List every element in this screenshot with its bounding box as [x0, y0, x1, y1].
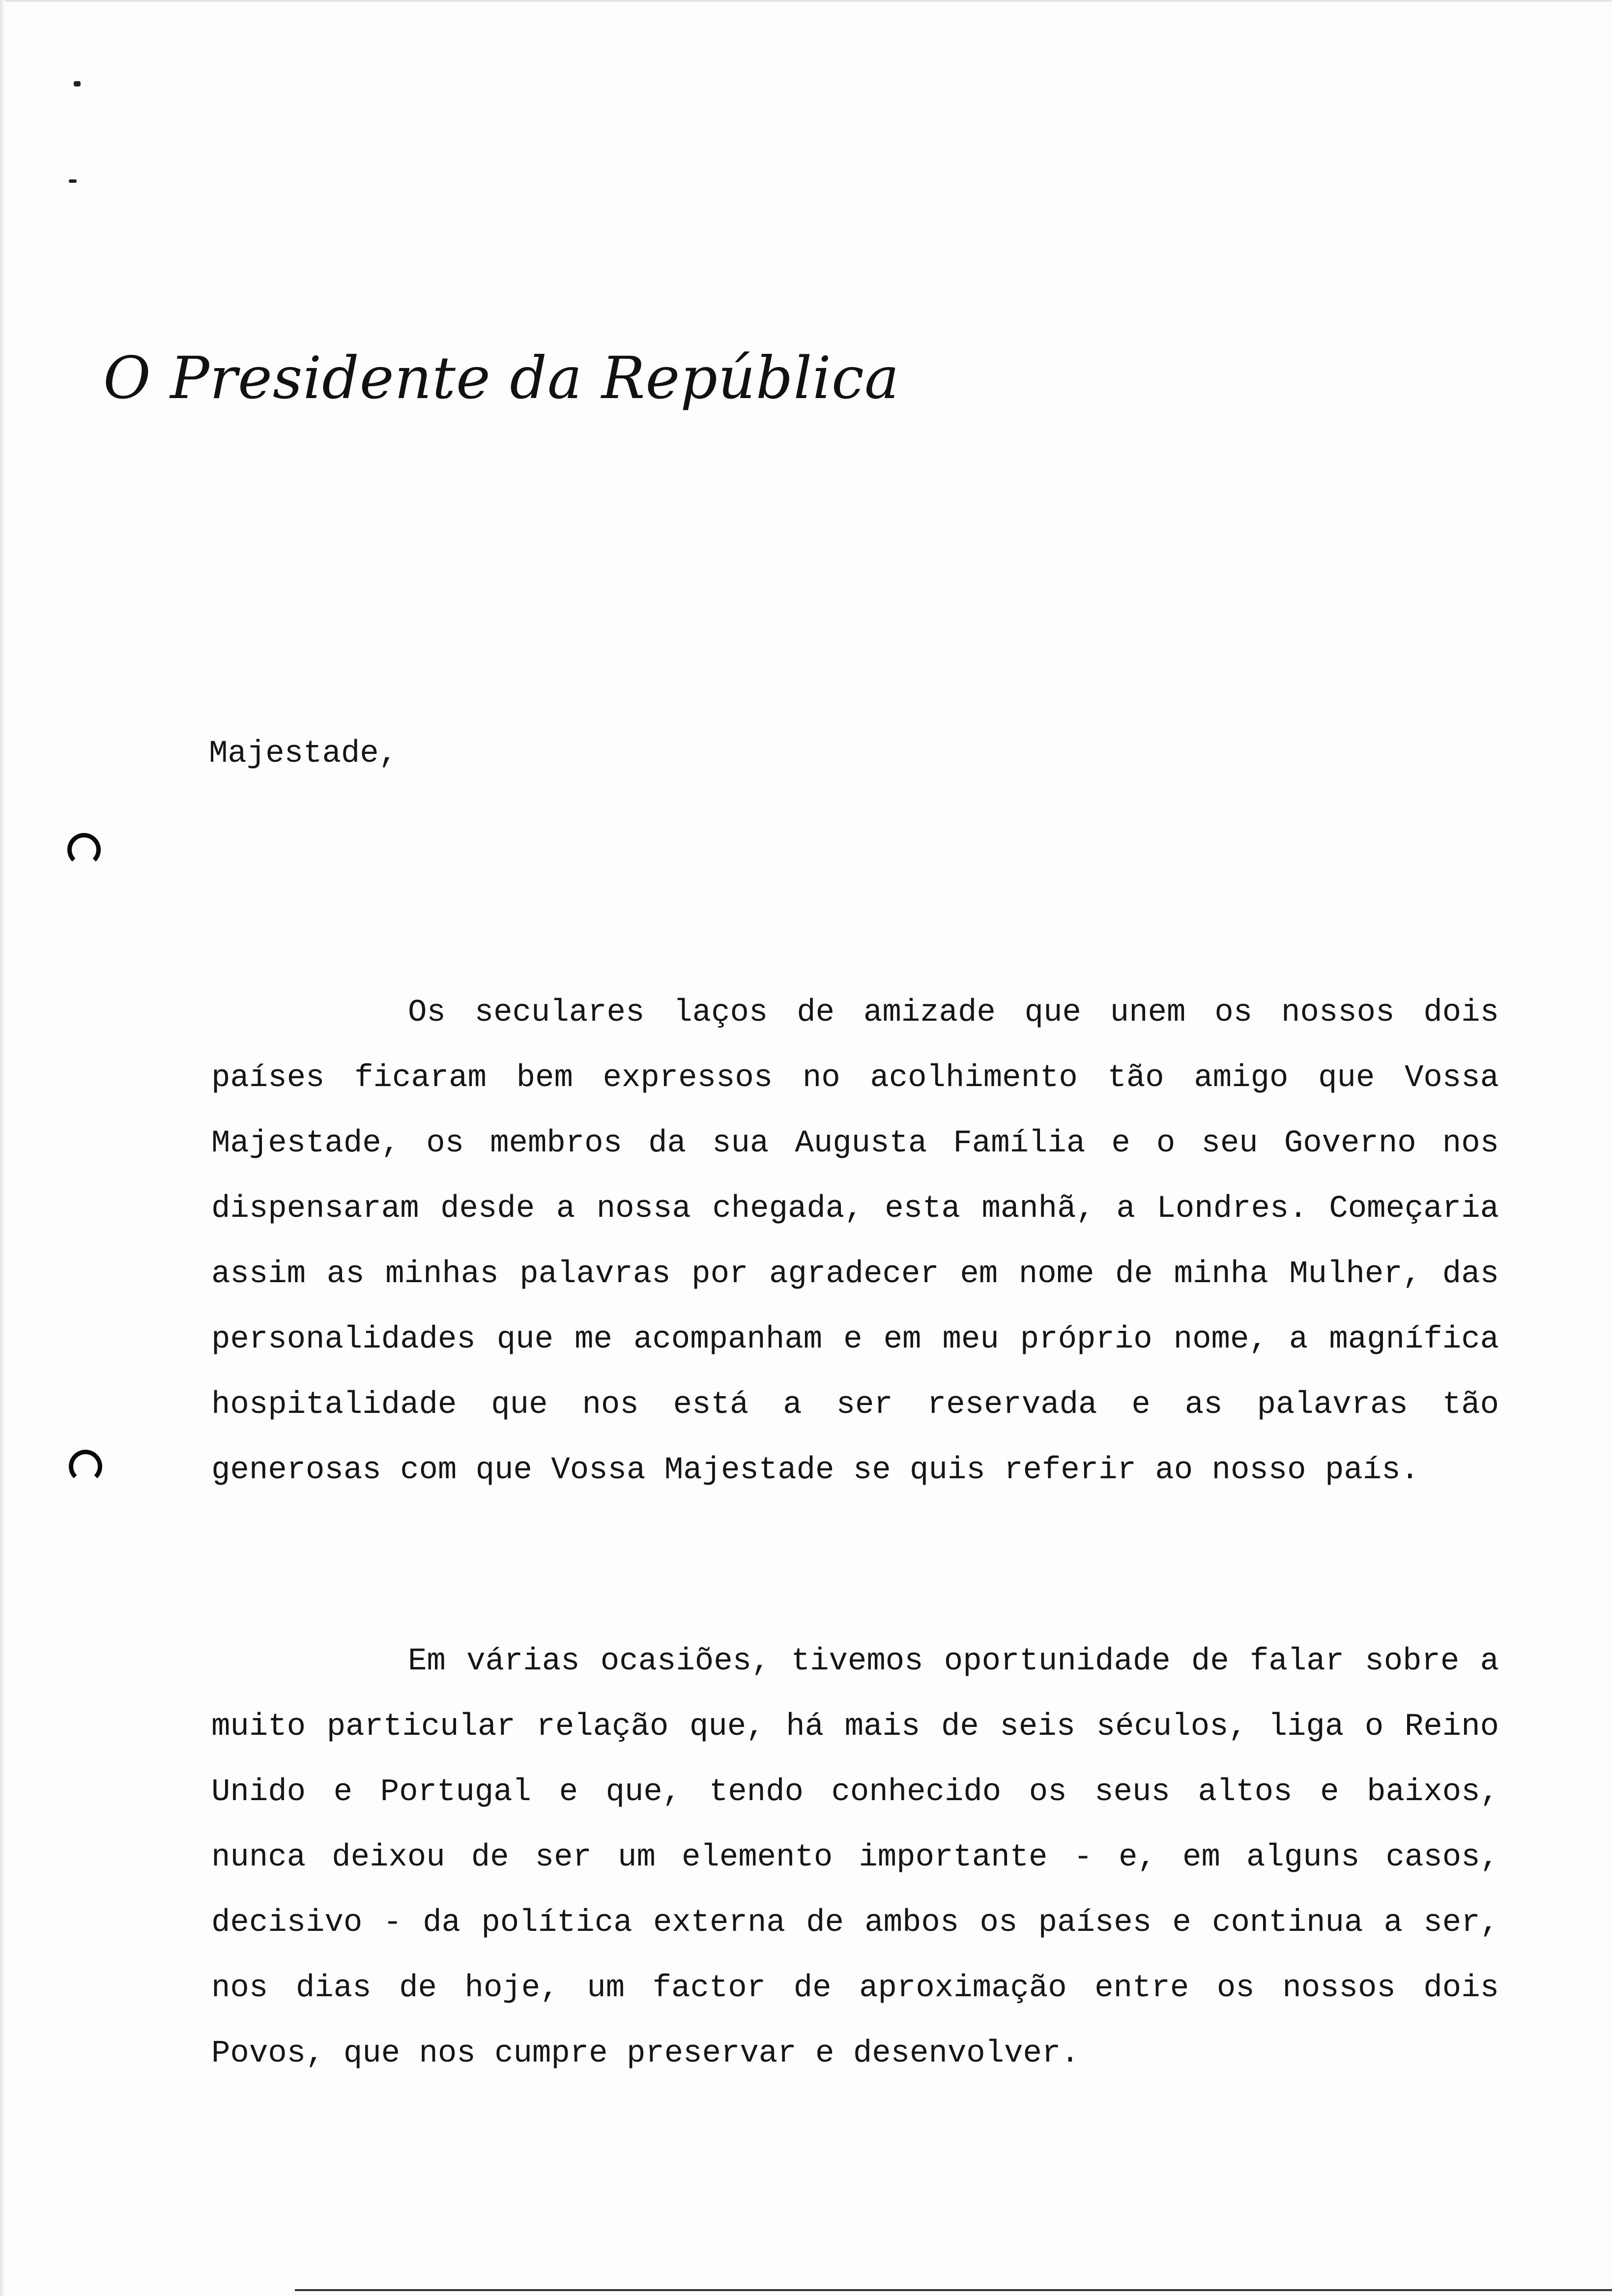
- scan-speck: [74, 81, 81, 86]
- punch-hole-icon: [67, 833, 101, 866]
- letterhead-title: O Presidente da República: [103, 344, 900, 412]
- paragraph-text: Os seculares laços de amizade que unem os nossos dois países ficaram bem expressos no acolhimento tão amigo que Vossa Majestade, os membros da sua Augusta Família e o seu Governo nos dispensaram desde a nossa chegada, esta manhã, a Londres. Começaria assim as minhas palavras por agradecer em nome de minha Mulher, das personalidades que me acompanham e em meu próprio nome, a magnífica hospitalidade que nos está a ser reservada e as palavras tão generosas com que Vossa Majestade se quis referir ao nosso país.: [211, 995, 1499, 1488]
- scan-speck: [69, 179, 77, 183]
- body-paragraph: [211, 1629, 1499, 2087]
- paragraph-text: Em várias ocasiões, tivemos oportunidade de falar sobre a muito particular relação que, há mais de seis séculos, liga o Reino Unido e Portugal e que, tendo conhecido os seus altos e baixos, nunca deixou de ser um elemento importante - e, em alguns casos, decisivo - da política externa de ambos os países e continua a ser, nos dias de hoje, um factor de aproximação entre os nossos dois Povos, que nos cumpre preservar e desenvolver.: [211, 1644, 1499, 2071]
- page-bottom-rule: [295, 2289, 1612, 2291]
- punch-hole-icon: [69, 1450, 102, 1483]
- salutation: Majestade,: [209, 736, 398, 772]
- scan-left-edge: [0, 0, 5, 2296]
- body-paragraph: [211, 980, 1499, 1503]
- scan-top-edge: [0, 0, 1612, 3]
